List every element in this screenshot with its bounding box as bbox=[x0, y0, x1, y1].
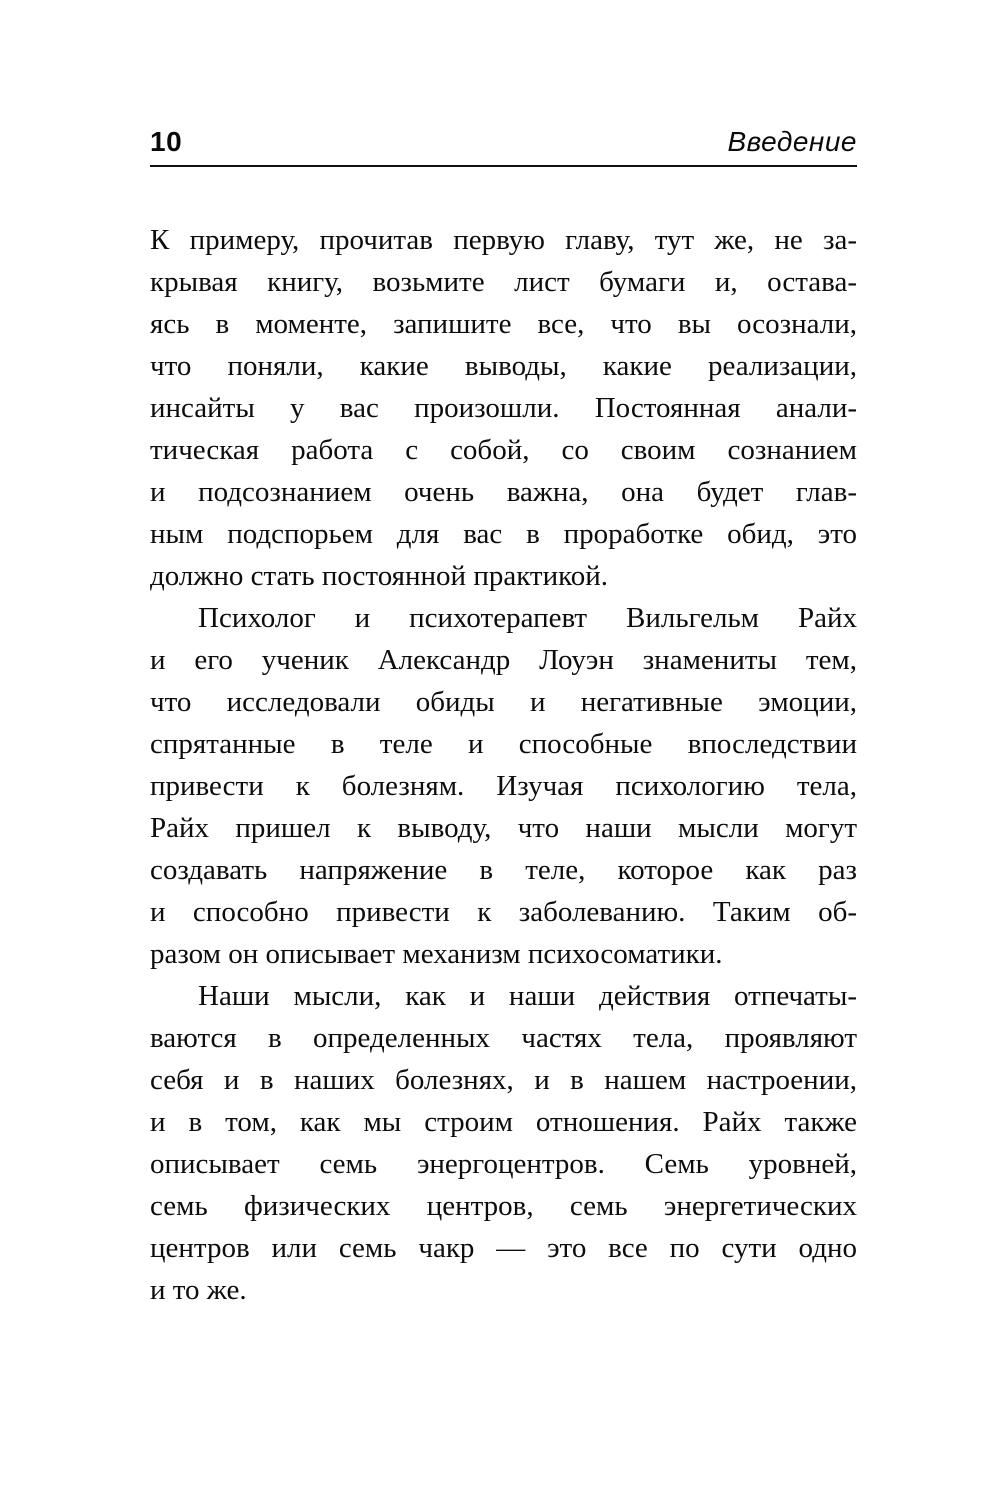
text-line: Наши мысли, как и наши действия отпечаты- bbox=[198, 980, 857, 1012]
text-line: себя и в наших болезнях, и в нашем настроении, bbox=[150, 1064, 857, 1096]
text-line: Райх пришел к выводу, что наши мысли могут bbox=[150, 812, 857, 844]
running-header bbox=[150, 126, 857, 165]
text-line: тическая работа с собой, со своим сознанием bbox=[150, 434, 857, 466]
text-line: инсайты у вас произошли. Постоянная анали- bbox=[150, 392, 857, 424]
text-line: создавать напряжение в теле, которое как раз bbox=[150, 854, 857, 886]
text-line: ваются в определенных частях тела, проявляют bbox=[150, 1022, 857, 1054]
text-line: и в том, как мы строим отношения. Райх также bbox=[150, 1106, 857, 1138]
text-line: что исследовали обиды и негативные эмоции, bbox=[150, 686, 857, 718]
header-rule bbox=[150, 165, 857, 167]
text-line: ным подспорьем для вас в проработке обид, это bbox=[150, 518, 857, 550]
paragraph bbox=[150, 597, 857, 975]
text-line: спрятанные в теле и способные впоследствии bbox=[150, 728, 857, 760]
text-line: и то же. bbox=[150, 1274, 247, 1306]
page-content-area bbox=[150, 126, 857, 1311]
text-line: описывает семь энергоцентров. Семь уровней, bbox=[150, 1148, 857, 1180]
text-line: Психолог и психотерапевт Вильгельм Райх bbox=[198, 602, 857, 634]
text-line: семь физических центров, семь энергетических bbox=[150, 1190, 857, 1222]
text-line: привести к болезням. Изучая психологию тела, bbox=[150, 770, 857, 802]
text-line: разом он описывает механизм психосоматики. bbox=[150, 938, 723, 970]
text-line: и его ученик Александр Лоуэн знамениты тем, bbox=[150, 644, 857, 676]
body-text bbox=[150, 219, 857, 1311]
text-line: что поняли, какие выводы, какие реализации, bbox=[150, 350, 857, 382]
text-line: и способно привести к заболеванию. Таким об- bbox=[150, 896, 857, 928]
page-number: 10 bbox=[150, 126, 183, 157]
paragraph bbox=[150, 975, 857, 1311]
text-line: ясь в моменте, запишите все, что вы осознали, bbox=[150, 308, 857, 340]
text-line: К примеру, прочитав первую главу, тут же, не за- bbox=[150, 224, 857, 256]
paragraph bbox=[150, 219, 857, 597]
text-line: центров или семь чакр — это все по сути одно bbox=[150, 1232, 857, 1264]
section-title: Введение bbox=[727, 126, 857, 157]
text-line: должно стать постоянной практикой. bbox=[150, 560, 608, 592]
text-line: и подсознанием очень важна, она будет глав- bbox=[150, 476, 857, 508]
text-line: крывая книгу, возьмите лист бумаги и, остава- bbox=[150, 266, 857, 298]
